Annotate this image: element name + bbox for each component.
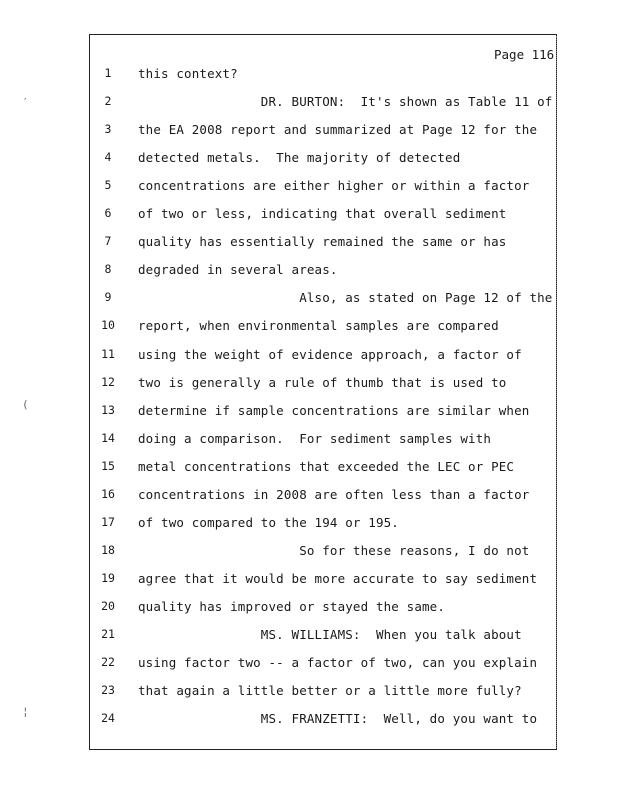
line-number: 12 — [101, 374, 115, 389]
line-number: 18 — [101, 542, 115, 557]
transcript-line — [0, 122, 600, 142]
line-number: 8 — [104, 262, 112, 277]
line-number: 23 — [101, 683, 115, 698]
transcript-line — [0, 543, 600, 563]
line-text: report, when environmental samples are compared — [138, 318, 499, 334]
line-number: 15 — [101, 458, 115, 473]
transcript-line — [0, 375, 600, 395]
transcript-line — [0, 347, 600, 367]
line-number: 10 — [101, 318, 115, 333]
transcript-line — [0, 711, 600, 731]
line-text: of two compared to the 194 or 195. — [138, 514, 399, 530]
line-number: 6 — [104, 206, 112, 221]
line-number: 3 — [104, 122, 112, 137]
transcript-line — [0, 206, 600, 226]
line-text: quality has essentially remained the same or has — [138, 234, 507, 250]
line-number: 22 — [101, 655, 115, 670]
line-number: 13 — [101, 402, 115, 417]
line-number: 4 — [104, 150, 112, 165]
line-text: So for these reasons, I do not — [138, 542, 530, 558]
line-text: detected metals. The majority of detected — [138, 150, 461, 166]
line-number: 19 — [101, 570, 115, 585]
scan-mark: ( — [22, 398, 29, 411]
transcript-line — [0, 487, 600, 507]
line-text: this context? — [138, 66, 238, 81]
line-text: MS. FRANZETTI: Well, do you want to — [138, 711, 538, 727]
transcript-line — [0, 66, 600, 86]
transcript-line — [0, 318, 600, 338]
line-number: 14 — [101, 430, 115, 445]
line-number: 11 — [101, 346, 115, 361]
line-text: determine if sample concentrations are similar when — [138, 402, 530, 418]
line-number: 2 — [104, 94, 112, 109]
scan-mark: ¦ — [22, 705, 29, 718]
line-text: two is generally a rule of thumb that is used to — [138, 374, 507, 390]
transcript-line — [0, 655, 600, 675]
transcript-line — [0, 515, 600, 535]
line-text: concentrations in 2008 are often less than a factor — [138, 486, 530, 502]
scan-mark: ′ — [22, 96, 29, 109]
page-number: Page 116 — [494, 47, 555, 62]
transcript-line — [0, 403, 600, 423]
line-number: 21 — [101, 627, 115, 641]
transcript-line — [0, 459, 600, 479]
line-text: using the weight of evidence approach, a factor of — [138, 346, 522, 362]
transcript-line — [0, 178, 600, 198]
transcript-line — [0, 627, 600, 647]
line-number: 5 — [104, 178, 112, 193]
line-number: 9 — [104, 290, 112, 305]
transcript-line — [0, 571, 600, 591]
line-text: that again a little better or a little more fully? — [138, 683, 522, 699]
line-text: doing a comparison. For sediment samples with — [138, 430, 492, 446]
line-text: DR. BURTON: It's shown as Table 11 of — [138, 94, 553, 110]
line-number: 16 — [101, 486, 115, 501]
line-text: Also, as stated on Page 12 of the — [138, 290, 553, 306]
line-number: 17 — [101, 514, 115, 529]
line-text: degraded in several areas. — [138, 262, 338, 278]
line-number: 7 — [104, 234, 112, 249]
line-text: MS. WILLIAMS: When you talk about — [138, 627, 522, 642]
line-text: of two or less, indicating that overall sediment — [138, 206, 507, 222]
transcript-line — [0, 431, 600, 451]
line-text: agree that it would be more accurate to say sediment — [138, 570, 538, 586]
transcript-line — [0, 262, 600, 282]
line-text: using factor two -- a factor of two, can you explain — [138, 655, 538, 671]
line-text: metal concentrations that exceeded the LEC or PEC — [138, 458, 515, 474]
line-number: 20 — [101, 598, 115, 613]
transcript-line — [0, 234, 600, 254]
transcript-line — [0, 599, 600, 619]
transcript-line — [0, 683, 600, 703]
line-number: 24 — [101, 711, 115, 726]
transcript-line — [0, 150, 600, 170]
line-text: concentrations are either higher or within a factor — [138, 178, 530, 194]
transcript-line — [0, 94, 600, 114]
line-text: the EA 2008 report and summarized at Page 12 for the — [138, 122, 538, 138]
transcript-line — [0, 290, 600, 310]
line-number: 1 — [104, 66, 112, 80]
line-text: quality has improved or stayed the same. — [138, 598, 446, 614]
